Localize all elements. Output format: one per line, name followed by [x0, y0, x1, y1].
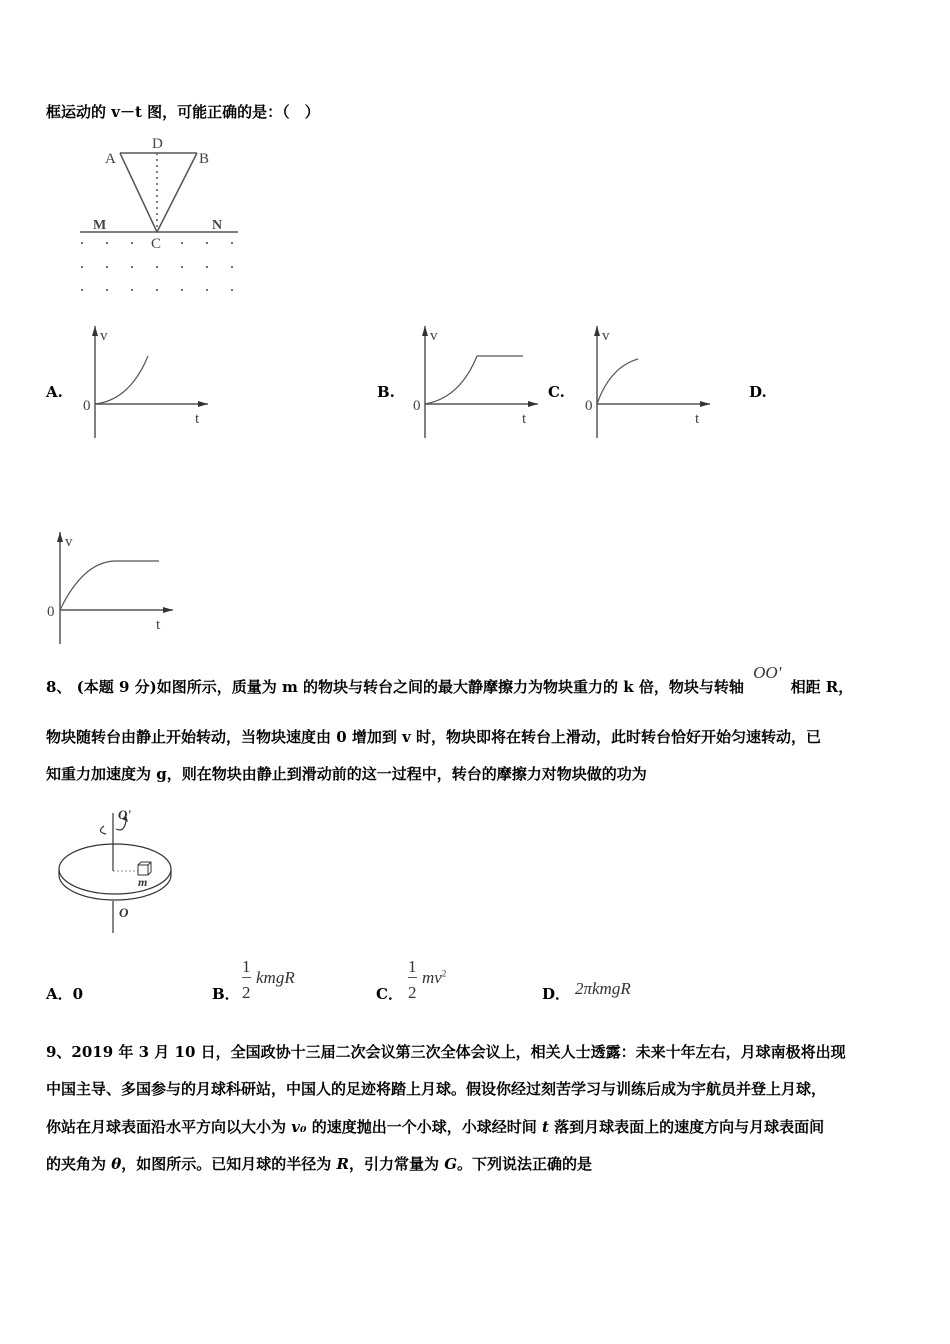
- svg-text:0: 0: [83, 398, 91, 414]
- q9-stem-line2: 中国主导、多国参与的月球科研站，中国人的足迹将踏上月球。假设你经过刻苦学习与训练后成为宇航员并登上月球，: [46, 1080, 827, 1098]
- q7-option-a-label[interactable]: A.: [46, 383, 63, 401]
- q8-stem-line3: 知重力加速度为 g，则在物块由静止到滑动前的这一过程中，转台的摩擦力对物块做的功为: [46, 765, 647, 783]
- q8-option-a[interactable]: A．0: [46, 985, 84, 1003]
- svg-text:v: v: [100, 328, 108, 344]
- q9-stem-line3: 你站在月球表面沿水平方向以大小为 v₀ 的速度抛出一个小球，小球经时间 t 落到月球表面上的速度方向与月球表面间: [46, 1118, 825, 1136]
- svg-text:t: t: [156, 617, 161, 633]
- q8-option-d-label[interactable]: D．: [542, 985, 571, 1003]
- svg-text:v: v: [430, 328, 438, 344]
- label-C: C: [151, 236, 162, 252]
- q7-graph-c: [582, 322, 717, 442]
- svg-text:v: v: [65, 534, 73, 550]
- svg-text:t: t: [695, 411, 700, 427]
- q8-option-d-expr: 2πkmgR: [575, 979, 631, 998]
- q7-option-d-label[interactable]: D.: [749, 383, 767, 401]
- svg-text:0: 0: [47, 604, 55, 620]
- svg-text:t: t: [522, 411, 527, 427]
- label-M: M: [93, 218, 107, 233]
- q7-stem: 框运动的 v－t 图，可能正确的是：（ ）: [46, 103, 320, 121]
- svg-text:v: v: [602, 328, 610, 344]
- q9-stem-line4: 的夹角为 θ，如图所示。已知月球的半径为 R，引力常量为 G。下列说法正确的是: [46, 1155, 593, 1173]
- q8-turntable-figure: [52, 805, 182, 935]
- q8-option-c-label[interactable]: C．: [376, 985, 403, 1003]
- label-D: D: [152, 136, 163, 152]
- svg-text:t: t: [195, 411, 200, 427]
- q7-graph-b: [410, 322, 545, 442]
- label-B: B: [199, 151, 210, 167]
- q8-stem-line1: 8、 (本题 9 分)如图所示，质量为 m 的物块与转台之间的最大静摩擦力为物块重力的 k 倍，物块与转轴 OO' 相距 R，: [46, 663, 854, 696]
- svg-text:0: 0: [585, 398, 593, 414]
- q7-option-b-label[interactable]: B.: [377, 383, 395, 401]
- q8-option-b-label[interactable]: B．: [212, 985, 240, 1003]
- q7-triangle-figure: [75, 132, 245, 297]
- svg-text:O: O: [119, 905, 129, 920]
- q8-stem-line2: 物块随转台由静止开始转动，当物块速度由 0 增加到 v 时，物块即将在转台上滑动，此时转台恰好开始匀速转动，已: [46, 728, 822, 746]
- q7-graph-a: [80, 322, 215, 442]
- label-A: A: [105, 151, 116, 167]
- svg-text:0: 0: [413, 398, 421, 414]
- q7-graph-d: [45, 528, 180, 648]
- q9-stem-line1: 9、2019 年 3 月 10 日，全国政协十三届二次会议第三次全体会议上，相关人士透露：未来十年左右，月球南极将出现: [46, 1043, 846, 1061]
- label-N: N: [212, 218, 223, 233]
- svg-text:O': O': [118, 807, 131, 822]
- q7-option-c-label[interactable]: C.: [548, 383, 565, 401]
- axis-oo-symbol: OO': [753, 663, 782, 682]
- svg-text:m: m: [138, 875, 148, 889]
